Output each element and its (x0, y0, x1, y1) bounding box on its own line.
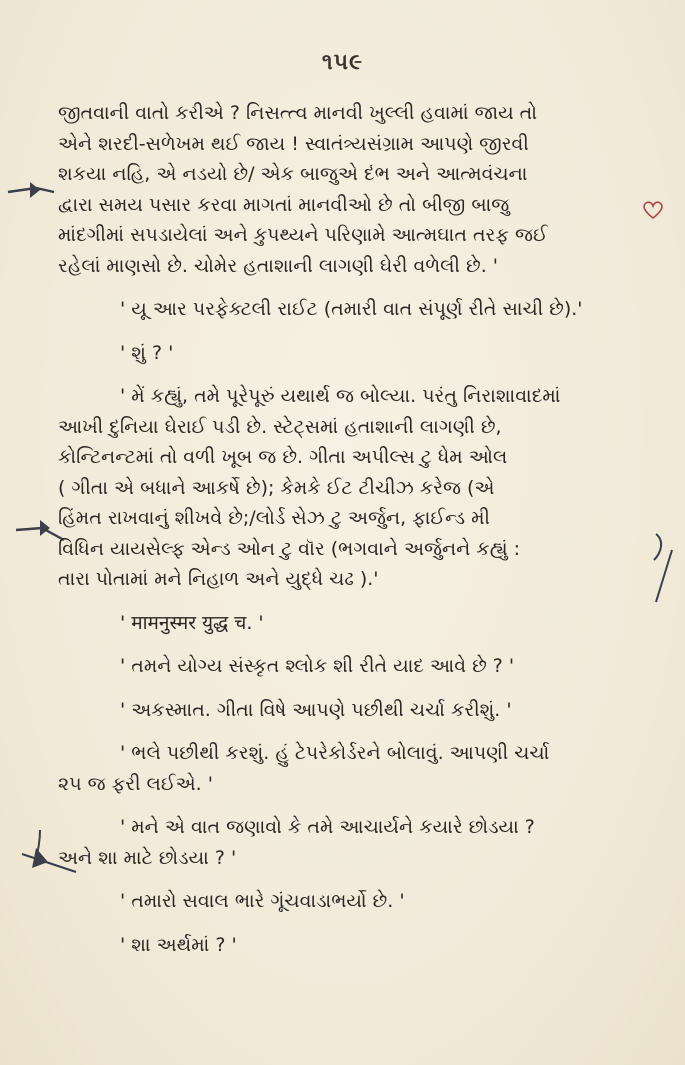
margin-arrow-mark (6, 178, 58, 207)
text-line: ' मामनुस्मर युद्ध च. ' (120, 611, 264, 634)
text-line: ' અકસ્માત. ગીતા વિષે આપણે પછીથી ચર્ચા કરીશું. ' (120, 698, 512, 721)
text-line: ' ભલે પછીથી કરશું. હું ટેપરેકોર્ડરને બોલાવું. આપણી ચર્ચા (120, 742, 550, 764)
text-line: ' મને એ વાત જણાવો કે તમે આચાર્યને કયારે છોડયા ? (120, 816, 535, 838)
text-line: ૨૫ જ ફરી લઈએ. ' (58, 772, 213, 795)
paragraph (58, 738, 648, 799)
body-text (58, 98, 648, 973)
text-line: હિંમત રાખવાનું શીખવે છે;/લોર્ડ સેઝ ટુ અર્જુન, ફાઈન્ડ મી (58, 507, 490, 529)
paragraph (58, 98, 648, 281)
text-line: ' શું ? ' (120, 341, 174, 364)
text-line: ( ગીતા એ બધાને આકર્ષે છે); કેમકે ઈટ ટીચીઝ કરેજ (એ (58, 476, 495, 499)
text-line: ' તમને યોગ્ય સંસ્કૃત શ્લોક શી રીતે યાદ આવે છે ? ' (120, 655, 515, 677)
text-line: રહેલાં માણસો છે. ચોમેર હતાશાની લાગણી ઘેરી વળેલી છે. ' (58, 254, 499, 277)
text-line: કોન્ટિનન્ટમાં તો વળી ખૂબ જ છે. ગીતા અપીલ્સ ટુ ધેમ ઓલ (58, 446, 508, 468)
text-line: ' તમારો સવાલ ભારે ગૂંચવાડાભર્યો છે. ' (120, 890, 405, 912)
dialogue-line (58, 930, 648, 961)
dialogue-line (58, 695, 648, 726)
text-line: શકયા નહિ, એ નડયો છે/ એક બાજુએ દંભ અને આત્મવંચના (58, 163, 528, 185)
text-line: જીતવાની વાતો કરીએ ? નિસત્ત્વ માનવી ખુલ્લી હવામાં જાય તો (58, 102, 538, 124)
paragraph (58, 812, 648, 873)
text-line: અને શા માટે છોડયા ? ' (58, 846, 237, 869)
text-line: આખી દુનિયા ઘેરાઈ પડી છે. સ્ટેટ્સમાં હતાશાની લાગણી છે, (58, 415, 502, 438)
text-line: દ્વારા સમય પસાર કરવા માગતાં માનવીઓ છે તો બીજી બાજુ (58, 193, 510, 216)
text-line: ' મેં કહ્યું, તમે પૂરેપૂરું યથાર્થ જ બોલ્યા. પરંતુ નિરાશાવાદમાં (120, 385, 561, 407)
paragraph (58, 381, 648, 595)
text-line: તારા પોતામાં મને નિહાળ અને યુદ્ધે ચઢ ).' (58, 568, 379, 590)
text-line: ' યૂ આર પરફેક્ટલી રાઈટ (તમારી વાત સંપૂર્ણ રીતે સાચી છે).' (120, 298, 583, 320)
text-line: વિધિન યાયસેલ્ફ એન્ડ ઓન ટુ વૉર (ભગવાને અર્જુનને કહ્યું : (58, 537, 521, 560)
dialogue-line (58, 651, 648, 682)
margin-bracket-mark (648, 530, 678, 613)
dialogue-line (58, 294, 648, 325)
text-line: માંદગીમાં સપડાયેલાં અને કુપથ્યને પરિણામે આત્મઘાત તરફ જઈ (58, 224, 548, 246)
dialogue-line (58, 886, 648, 917)
text-line: ' શા અર્થમાં ? ' (120, 933, 237, 956)
dialogue-line (38, 338, 648, 369)
dialogue-line (58, 608, 648, 639)
page-number: ૧૫૯ (321, 50, 364, 75)
text-line: એને શરદી-સળેખમ થઈ જાય ! સ્વાતંત્ર્યસંગ્રામ આપણે જીરવી (58, 132, 529, 155)
